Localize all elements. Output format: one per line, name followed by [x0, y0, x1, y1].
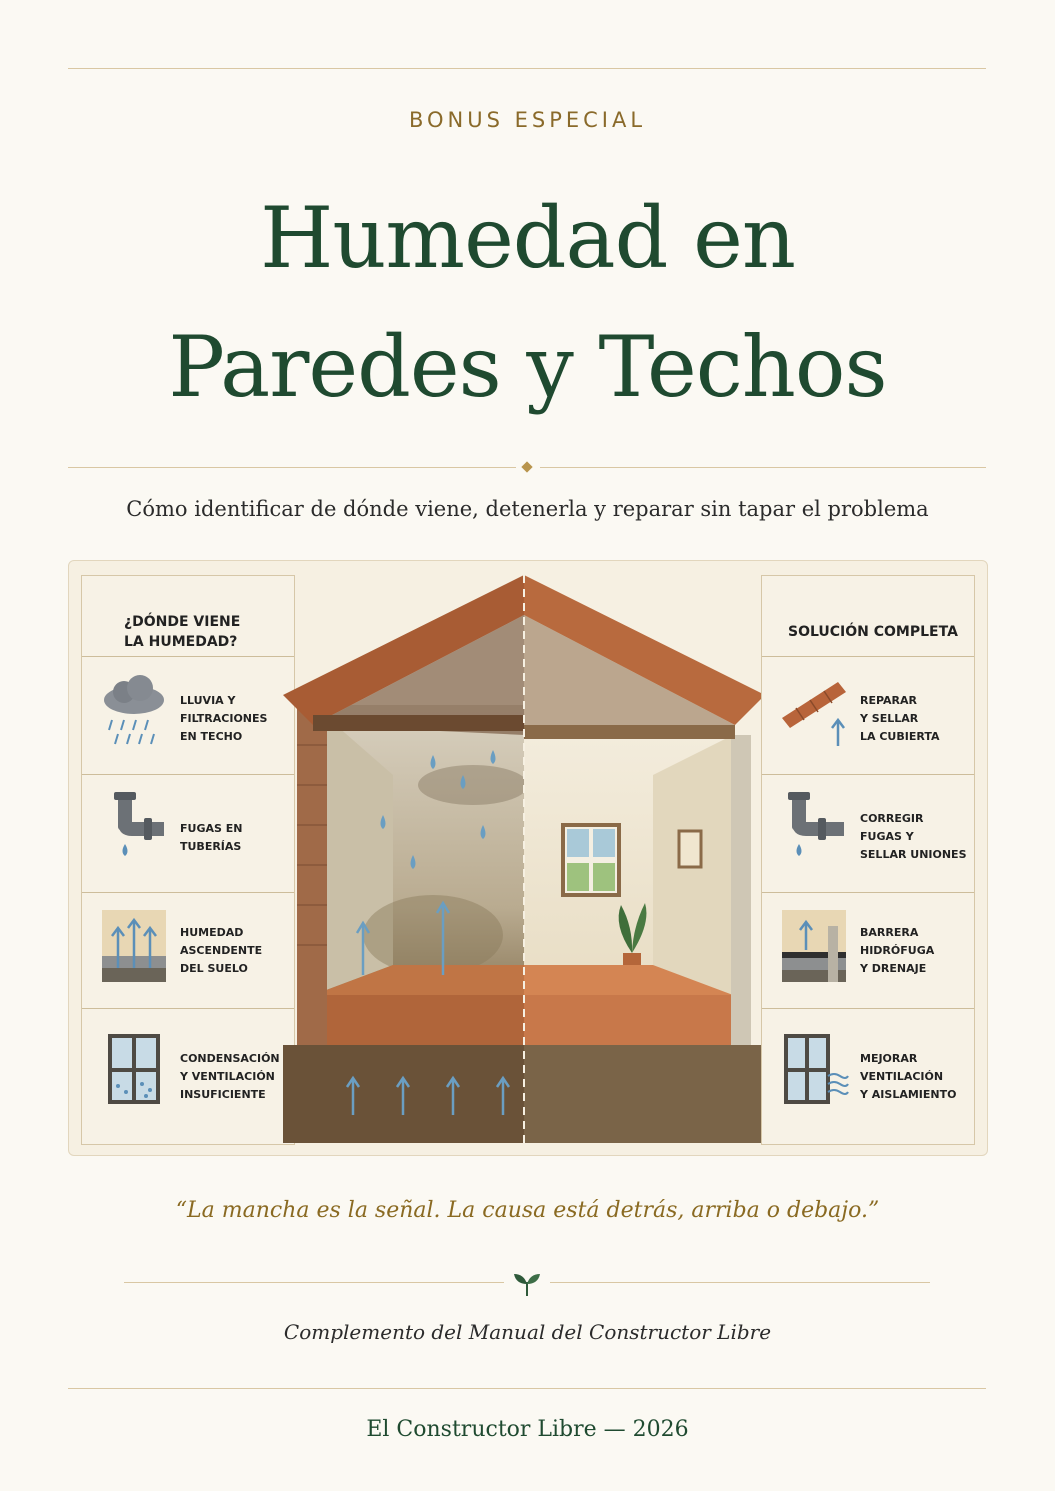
cause-pipes-line-2: TUBERÍAS [180, 840, 242, 853]
solution-item-barrier-label [860, 924, 934, 978]
rising-damp-icon [98, 906, 170, 986]
divider-left [68, 467, 516, 468]
title-line-1: Humedad en [260, 189, 795, 287]
cause-pipes-line-1: FUGAS EN [180, 822, 243, 835]
damp-barrier-icon [778, 906, 850, 986]
cause-damp-line-1: HUMEDAD [180, 926, 244, 939]
solution-item-roof-label [860, 692, 940, 746]
sol-roof-line-2: Y SELLAR [860, 712, 919, 725]
cause-item-pipes-label [180, 820, 242, 856]
sol-barrier-line-3: Y DRENAJE [860, 962, 927, 975]
sol-barrier-line-1: BARRERA [860, 926, 919, 939]
solution-item-ventilation-label [860, 1050, 956, 1104]
leaf-divider-left [124, 1282, 504, 1283]
sol-pipes-line-1: CORREGIR [860, 812, 924, 825]
sol-pipes-line-3: SELLAR UNIONES [860, 848, 967, 861]
subtitle: Cómo identificar de dónde viene, detenerla y reparar sin tapar el problema [126, 497, 929, 521]
sol-barrier-line-2: HIDRÓFUGA [860, 944, 935, 957]
house-cross-section-illustration [283, 575, 765, 1143]
cause-rain-line-2: FILTRACIONES [180, 712, 268, 725]
sol-roof-line-1: REPARAR [860, 694, 918, 707]
ventilated-window-icon [778, 1030, 850, 1110]
cause-item-condensation-label [180, 1050, 280, 1104]
causes-heading [82, 576, 294, 657]
bottom-rule [68, 1388, 986, 1389]
solutions-heading-text: SOLUCIÓN COMPLETA [788, 624, 958, 640]
complement-note: Complemento del Manual del Constructor Libre [283, 1320, 772, 1344]
solution-item-pipes [762, 774, 974, 893]
sol-roof-line-3: LA CUBIERTA [860, 730, 940, 743]
divider-right [540, 467, 986, 468]
cause-damp-line-3: DEL SUELO [180, 962, 248, 975]
cause-damp-line-2: ASCENDENTE [180, 944, 263, 957]
roof-tiles-icon [778, 670, 850, 750]
causes-heading-line-1: ¿DÓNDE VIENE [124, 614, 241, 630]
sol-vent-line-2: VENTILACIÓN [860, 1070, 944, 1083]
condensation-window-icon [98, 1030, 170, 1110]
causes-heading-line-2: LA HUMEDAD? [124, 634, 238, 650]
cause-item-rain [82, 656, 294, 775]
diamond-ornament [521, 461, 532, 472]
cause-cond-line-1: CONDENSACIÓN [180, 1052, 280, 1065]
cause-item-pipes [82, 774, 294, 893]
cause-rain-line-3: EN TECHO [180, 730, 243, 743]
solutions-heading [762, 576, 974, 657]
leaf-divider-right [550, 1282, 930, 1283]
leaking-pipe-icon [98, 788, 170, 868]
sol-vent-line-1: MEJORAR [860, 1052, 918, 1065]
cause-item-condensation [82, 1008, 294, 1144]
cause-rain-line-1: LLUVIA Y [180, 694, 236, 707]
sealed-pipe-icon [778, 788, 850, 868]
kicker: BONUS ESPECIAL [408, 108, 647, 132]
solutions-column [761, 575, 975, 1145]
cause-cond-line-3: INSUFICIENTE [180, 1088, 266, 1101]
cause-item-rain-label [180, 692, 267, 746]
sol-vent-line-3: Y AISLAMIENTO [860, 1088, 957, 1101]
solution-item-pipes-label [860, 810, 967, 864]
cause-item-rising-damp-label [180, 924, 262, 978]
cause-cond-line-2: Y VENTILACIÓN [180, 1070, 275, 1083]
top-rule [68, 68, 986, 69]
solution-item-roof [762, 656, 974, 775]
sol-pipes-line-2: FUGAS Y [860, 830, 914, 843]
brand-footer: El Constructor Libre — 2026 [366, 1417, 689, 1442]
solution-item-barrier [762, 892, 974, 1009]
rain-cloud-icon [98, 670, 170, 750]
causes-column [81, 575, 295, 1145]
leaf-ornament-icon [510, 1266, 544, 1300]
title-line-2: Paredes y Techos [168, 318, 887, 416]
cause-item-rising-damp [82, 892, 294, 1009]
infographic-panel [68, 560, 988, 1156]
quote: “La mancha es la señal. La causa está detrás, arriba o debajo.” [175, 1198, 880, 1223]
solution-item-ventilation [762, 1008, 974, 1144]
